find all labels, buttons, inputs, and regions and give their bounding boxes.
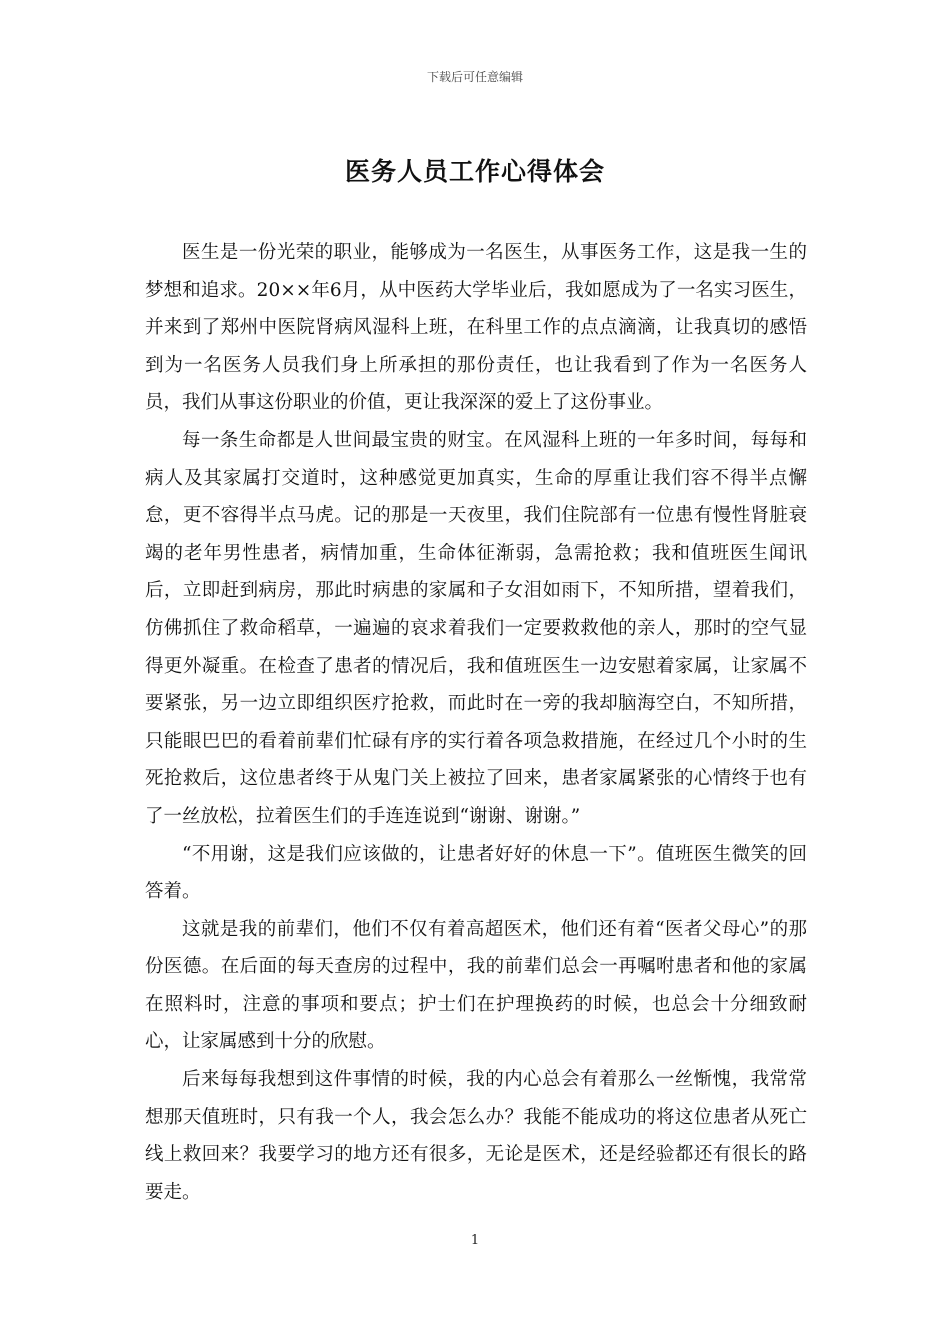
paragraph-2: 每一条生命都是人世间最宝贵的财宝。在风湿科上班的一年多时间，每每和病人及其家属打交道时，这种感觉更加真实，生命的厚重让我们容不得半点懈怠，更不容得半点马虎。记的那是一天夜里，我们住院部有一位患有慢性肾脏衰竭的老年男性患者，病情加重，生命体征渐弱，急需抢救；我和值班医生闻讯后，立即赶到病房，那此时病患的家属和子女泪如雨下，不知所措，望着我们，仿佛抓住了救命稻草，一遍遍的哀求着我们一定要救救他的亲人，那时的空气显得更外凝重。在检查了患者的情况后，我和值班医生一边安慰着家属，让家属不要紧张，另一边立即组织医疗抢救，而此时在一旁的我却脑海空白，不知所措，只能眼巴巴的看着前辈们忙碌有序的实行着各项急救措施，在经过几个小时的生死抢救后，这位患者终于从鬼门关上被拉了回来，患者家属紧张的心情终于也有了一丝放松，拉着医生们的手连连说到“谢谢、谢谢。”	[145, 429, 807, 827]
paragraph-1: 医生是一份光荣的职业，能够成为一名医生，从事医务工作，这是我一生的梦想和追求。20××年6月，从中医药大学毕业后，我如愿成为了一名实习医生，并来到了郑州中医院肾病风湿科上班，在科里工作的点点滴滴，让我真切的感悟到为一名医务人员我们身上所承担的那份责任，也让我看到了作为一名医务人员，我们从事这份职业的价值，更让我深深的爱上了这份事业。	[145, 242, 807, 414]
paragraph-3: “不用谢，这是我们应该做的，让患者好好的休息一下”。值班医生微笑的回答着。	[145, 843, 807, 903]
header-note: 下载后可任意编辑	[426, 70, 523, 84]
document-title: 医务人员工作心得体会	[344, 157, 605, 186]
page-number: 1	[470, 1233, 480, 1248]
paragraph-5: 后来每每我想到这件事情的时候，我的内心总会有着那么一丝惭愧，我常常想那天值班时，只有我一个人，我会怎么办？我能不能成功的将这位患者从死亡线上救回来？我要学习的地方还有很多，无论是医术，还是经验都还有很长的路要走。	[145, 1069, 807, 1203]
document-body	[145, 234, 807, 1211]
paragraph-4: 这就是我的前辈们，他们不仅有着高超医术，他们还有着“医者父母心”的那份医德。在后面的每天查房的过程中，我的前辈们总会一再嘱咐患者和他的家属在照料时，注意的事项和要点；护士们在护理换药的时候，也总会十分细致耐心，让家属感到十分的欣慰。	[145, 918, 807, 1053]
